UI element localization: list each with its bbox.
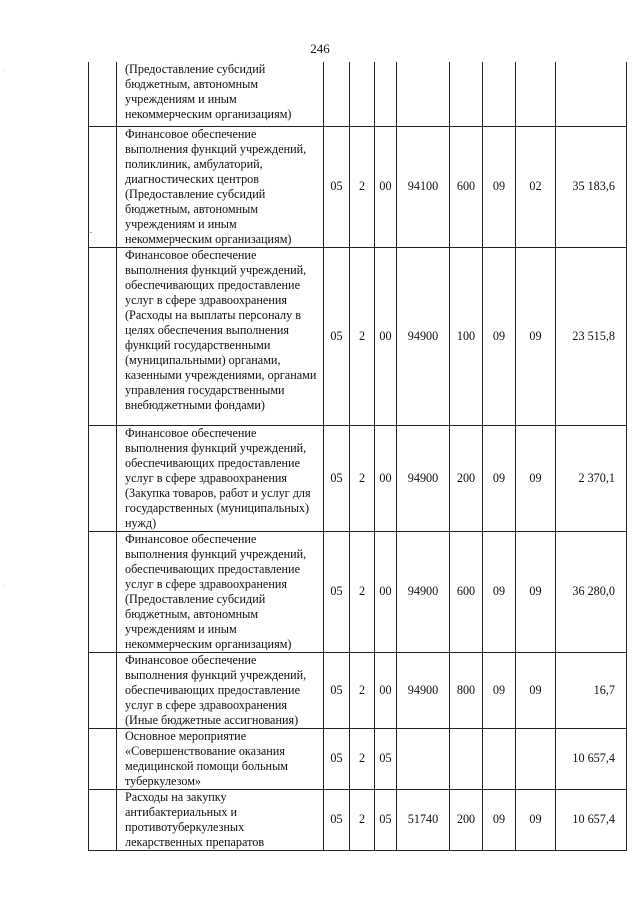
row-name: Финансовое обеспечение выполнения функций учреждений, обеспечивающих предоставление услуг в сфере здравоохранения (Предоставление субсидий бюджетным, автономным учреждениям и иным некоммерческим организациям)	[117, 531, 324, 652]
code-expense-type	[450, 728, 483, 789]
code-section	[483, 728, 516, 789]
index-cell	[89, 531, 117, 652]
amount-cell: 36 280,0	[556, 531, 627, 652]
page-number: 246	[310, 41, 330, 56]
table-row	[89, 789, 627, 850]
amount-cell: 35 183,6	[556, 126, 627, 247]
table-row	[89, 728, 627, 789]
code-program: 05	[324, 247, 350, 425]
code-expense-type: 600	[450, 531, 483, 652]
code-section: 09	[483, 425, 516, 531]
index-cell	[89, 126, 117, 247]
code-subprogram: 2	[350, 789, 375, 850]
code-program: 05	[324, 425, 350, 531]
code-subsection: 09	[516, 247, 556, 425]
code-direction: 94900	[397, 652, 450, 728]
amount-cell: 16,7	[556, 652, 627, 728]
code-event: 05	[375, 728, 397, 789]
code-direction: 94900	[397, 531, 450, 652]
code-expense-type	[450, 62, 483, 126]
code-section: 09	[483, 789, 516, 850]
code-program: 05	[324, 652, 350, 728]
code-event: 00	[375, 126, 397, 247]
code-event: 05	[375, 789, 397, 850]
amount-cell: 10 657,4	[556, 728, 627, 789]
code-program: 05	[324, 126, 350, 247]
index-cell	[89, 247, 117, 425]
code-subsection	[516, 62, 556, 126]
code-subprogram: 2	[350, 652, 375, 728]
index-cell	[89, 728, 117, 789]
code-subsection: 02	[516, 126, 556, 247]
code-expense-type: 800	[450, 652, 483, 728]
code-program: 05	[324, 728, 350, 789]
code-direction: 51740	[397, 789, 450, 850]
code-section: 09	[483, 652, 516, 728]
code-section	[483, 62, 516, 126]
code-subsection	[516, 728, 556, 789]
row-name: Финансовое обеспечение выполнения функций учреждений, обеспечивающих предоставление услуг в сфере здравоохранения (Расходы на выплаты персоналу в целях обеспечения выполнения функций государственными (муниципальными) органами, казенными учреждениями, органами управления государственными внебюджетными фондами)	[117, 247, 324, 425]
index-cell	[89, 62, 117, 126]
code-program	[324, 62, 350, 126]
amount-cell: 2 370,1	[556, 425, 627, 531]
code-subprogram: 2	[350, 531, 375, 652]
row-name: Финансовое обеспечение выполнения функций учреждений, поликлиник, амбулаторий, диагностических центров (Предоставление субсидий бюджетным, автономным учреждениям и иным некоммерческим организациям)	[117, 126, 324, 247]
row-name: Финансовое обеспечение выполнения функций учреждений, обеспечивающих предоставление услуг в сфере здравоохранения (Закупка товаров, работ и услуг для государственных (муниципальных) нужд)	[117, 425, 324, 531]
code-subprogram: 2	[350, 247, 375, 425]
table-row	[89, 62, 627, 126]
code-direction	[397, 62, 450, 126]
code-subsection: 09	[516, 789, 556, 850]
code-section: 09	[483, 126, 516, 247]
code-subsection: 09	[516, 531, 556, 652]
scan-edge-mark	[4, 70, 5, 71]
amount-cell	[556, 62, 627, 126]
code-expense-type: 200	[450, 425, 483, 531]
code-subprogram: 2	[350, 425, 375, 531]
index-cell	[89, 789, 117, 850]
code-direction	[397, 728, 450, 789]
code-program: 05	[324, 789, 350, 850]
index-cell	[89, 652, 117, 728]
code-subprogram: 2	[350, 728, 375, 789]
code-subsection: 09	[516, 425, 556, 531]
code-direction: 94900	[397, 425, 450, 531]
code-subprogram: 2	[350, 126, 375, 247]
table-row	[89, 126, 627, 247]
code-section: 09	[483, 531, 516, 652]
amount-cell: 23 515,8	[556, 247, 627, 425]
code-expense-type: 200	[450, 789, 483, 850]
code-event: 00	[375, 425, 397, 531]
table-row	[89, 425, 627, 531]
table-row	[89, 247, 627, 425]
code-event: 00	[375, 247, 397, 425]
budget-table	[88, 62, 627, 851]
row-name: Основное мероприятие «Совершенствование оказания медицинской помощи больным туберкулезом»	[117, 728, 324, 789]
code-section: 09	[483, 247, 516, 425]
code-subsection: 09	[516, 652, 556, 728]
table-row	[89, 531, 627, 652]
row-name: Расходы на закупку антибактериальных и противотуберкулезных лекарственных препаратов	[117, 789, 324, 850]
code-direction: 94900	[397, 247, 450, 425]
code-program: 05	[324, 531, 350, 652]
code-expense-type: 100	[450, 247, 483, 425]
code-event: 00	[375, 531, 397, 652]
code-subprogram	[350, 62, 375, 126]
code-direction: 94100	[397, 126, 450, 247]
code-expense-type: 600	[450, 126, 483, 247]
scan-edge-mark	[4, 585, 5, 586]
code-event: 00	[375, 652, 397, 728]
row-name: (Предоставление субсидий бюджетным, автономным учреждениям и иным некоммерческим организациям)	[117, 62, 324, 126]
table-row	[89, 652, 627, 728]
code-event	[375, 62, 397, 126]
index-cell	[89, 425, 117, 531]
row-name: Финансовое обеспечение выполнения функций учреждений, обеспечивающих предоставление услуг в сфере здравоохранения (Иные бюджетные ассигнования)	[117, 652, 324, 728]
amount-cell: 10 657,4	[556, 789, 627, 850]
